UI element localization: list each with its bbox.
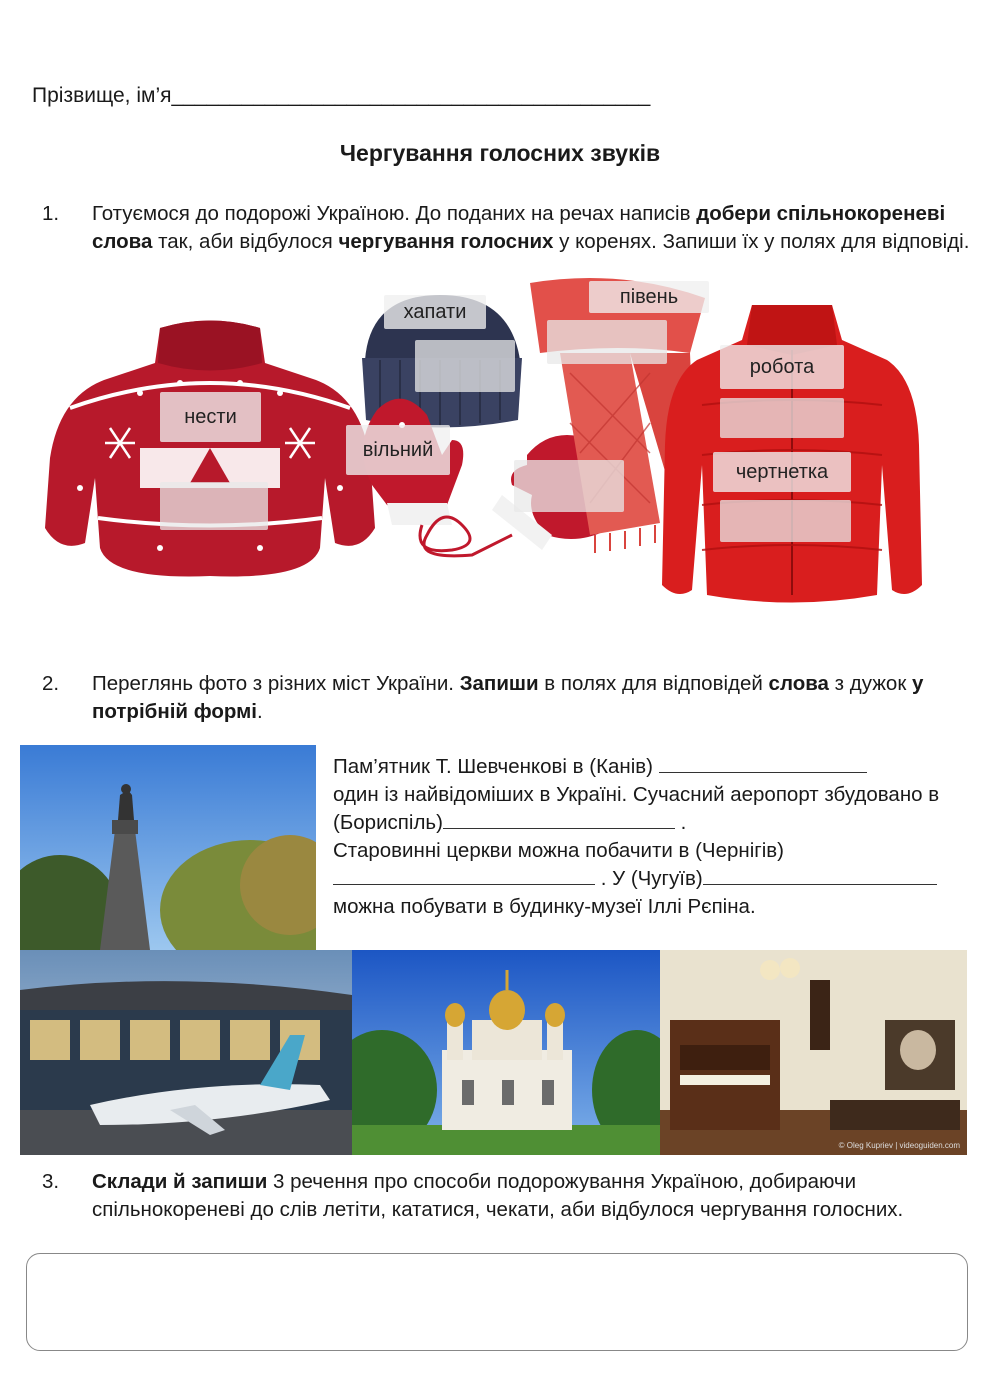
task1-text-run: Готуємося до подорожі Україною. До поданих на речах написів: [92, 202, 697, 225]
task2-text-run: у потрібній формі: [92, 672, 924, 723]
sweater-image: [40, 318, 380, 580]
chuhuiv-answer-blank[interactable]: [703, 866, 937, 885]
sweater-answer-field[interactable]: [160, 482, 268, 530]
task3-instructions: [92, 1168, 972, 1223]
scarf-answer-field[interactable]: [547, 320, 667, 364]
task1-instructions: [92, 200, 972, 255]
kaniv-monument-photo: [20, 745, 316, 950]
task1-number: 1.: [42, 202, 60, 225]
sentence-chuhuiv: . У (Чугуїв): [600, 867, 703, 890]
name-label: Прізвище, ім’я: [32, 84, 172, 107]
task2-text-run: з дужок: [828, 672, 912, 695]
task2-number: 2.: [42, 672, 60, 695]
task3-text: 3 речення про способи подорожування Україною, добираючи спільнокореневі до слів летіти, кататися, чекати, аби відбулося чергування голосних.: [92, 1170, 904, 1221]
boryspil-airport-photo: [20, 950, 352, 1155]
task3-bold: Склади й запиши: [92, 1170, 268, 1193]
hat-answer-field[interactable]: [415, 340, 515, 392]
sweater-word-label: нести: [160, 392, 261, 442]
sentence-boryspil-end: .: [680, 811, 687, 834]
name-line: [32, 84, 650, 108]
page-title: Чергування голосних звуків: [339, 140, 661, 166]
sentence-boryspil: один із найвідоміших в Україні. Сучасний аеропорт збудовано в (Бориспіль): [333, 783, 940, 834]
jacket-image: [657, 295, 927, 607]
jacket-top-answer-field[interactable]: [720, 398, 844, 438]
name-blank[interactable]: _________________________________________: [171, 84, 651, 107]
scarf-word-label: півень: [589, 281, 709, 313]
task2-paragraph: [333, 753, 973, 921]
kaniv-answer-blank[interactable]: [659, 754, 867, 773]
sentence-repin: можна побувати в будинку-музеї Іллі Рєпіна.: [333, 895, 756, 918]
hat-word-label: хапати: [384, 295, 486, 329]
photo-watermark: © Oleg Kupriev | videoguiden.com: [838, 1141, 960, 1150]
sentence-kaniv: Пам’ятник Т. Шевченкові в (Канів): [333, 755, 654, 778]
task1-text-run: у коренях. Запиши їх у полях для відповіді.: [553, 229, 970, 253]
task2-instructions: [92, 670, 972, 725]
jacket-top-word-label: робота: [720, 345, 844, 389]
task1-text-run: добери спільнокореневі слова: [92, 202, 946, 253]
chernihiv-church-photo: [352, 950, 660, 1155]
task2-text-run: Переглянь фото з різних міст України.: [92, 672, 460, 695]
boryspil-answer-blank[interactable]: [443, 810, 675, 829]
chernihiv-answer-blank[interactable]: [333, 866, 595, 885]
repin-museum-photo: [660, 950, 967, 1155]
task1-text-run: так, аби відбулося: [152, 229, 339, 253]
task2-text-run: Запиши: [459, 672, 539, 695]
task1-text-run: чергування голосних: [338, 229, 554, 253]
jacket-bottom-word-label: чертнетка: [713, 452, 851, 492]
task3-answer-box[interactable]: [26, 1253, 968, 1351]
mitten-answer-field[interactable]: [514, 460, 624, 512]
jacket-bottom-answer-field[interactable]: [720, 500, 851, 542]
task3-number: 3.: [42, 1170, 60, 1193]
task2-text-run: в полях для відповідей: [538, 672, 769, 695]
task2-text-run: .: [257, 699, 263, 723]
sentence-chernihiv: Старовинні церкви можна побачити в (Чернігів): [333, 839, 785, 862]
mitten-word-label: вільний: [346, 425, 450, 475]
task2-text-run: слова: [768, 672, 829, 695]
